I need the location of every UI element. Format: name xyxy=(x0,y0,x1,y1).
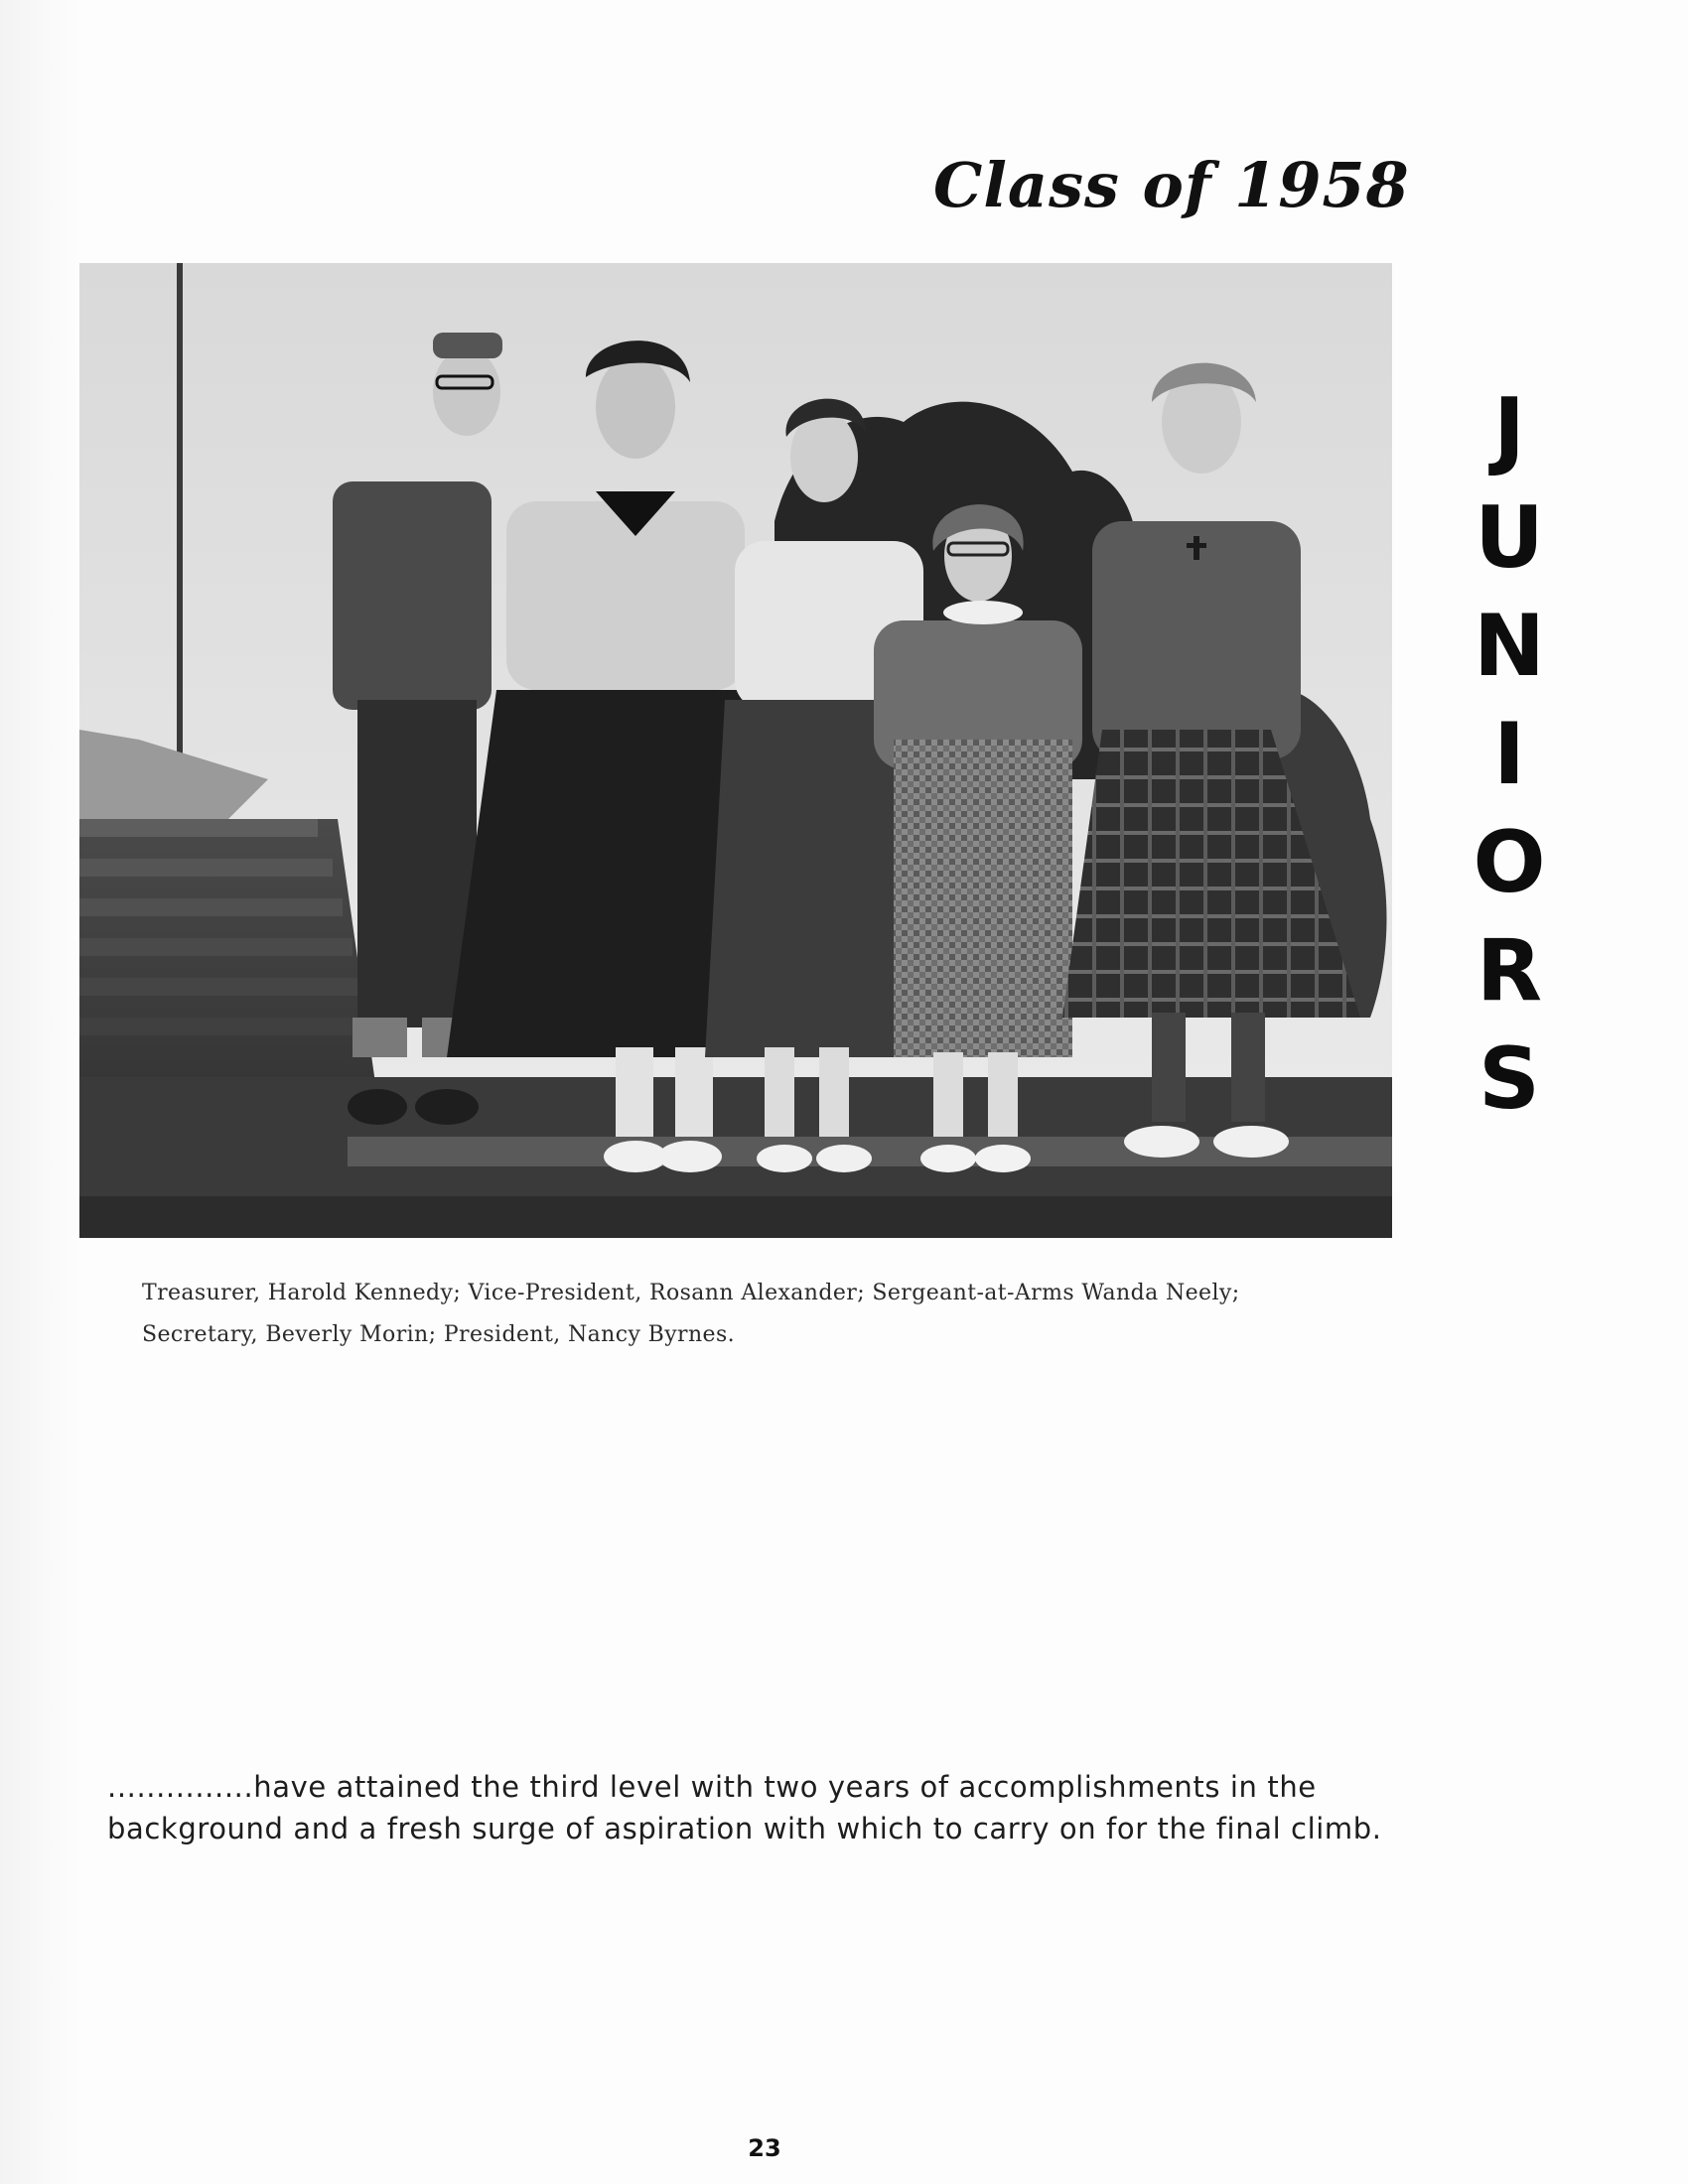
heading-letter: I xyxy=(1493,705,1525,804)
heading-letter: S xyxy=(1478,1029,1540,1129)
caption-line: Secretary, Beverly Morin; President, Nancy Byrnes. xyxy=(142,1322,736,1347)
heading-letter: R xyxy=(1476,921,1543,1021)
caption-line: Treasurer, Harold Kennedy; Vice-President, Rosann Alexander; Sergeant-at-Arms Wanda Neely; xyxy=(142,1281,1240,1305)
body-paragraph xyxy=(107,1766,1477,1849)
heading-letter: O xyxy=(1473,813,1546,912)
page-title: Class of 1958 xyxy=(933,149,1410,221)
body-line: background and a fresh surge of aspiration with which to carry on for the final climb. xyxy=(107,1812,1382,1845)
heading-letter: J xyxy=(1493,380,1525,479)
heading-letter: U xyxy=(1475,488,1544,588)
photo-caption xyxy=(142,1273,1373,1356)
page-edge-shadow xyxy=(0,0,79,2184)
class-officers-photo xyxy=(79,263,1392,1238)
body-line: ...............have attained the third level with two years of accomplishments in the xyxy=(107,1770,1317,1804)
section-heading-vertical xyxy=(1450,380,1569,1129)
heading-letter: N xyxy=(1474,597,1545,696)
page-number: 23 xyxy=(748,2134,781,2162)
